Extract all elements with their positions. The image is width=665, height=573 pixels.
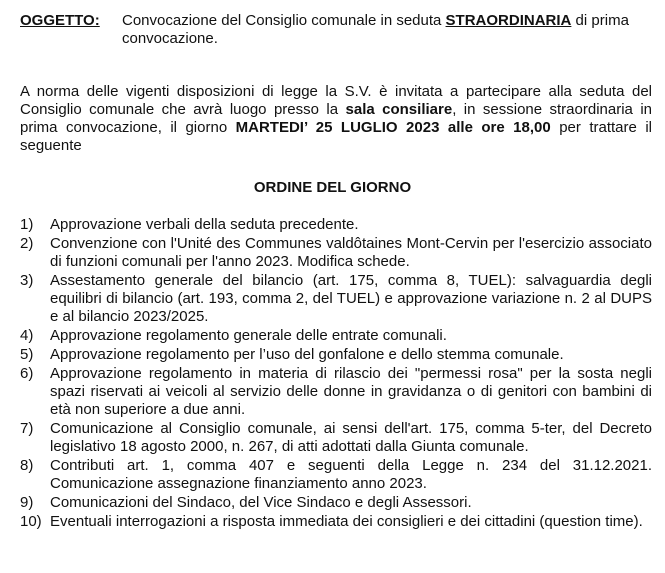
intro-place: sala consiliare: [345, 101, 453, 118]
subject-block: [20, 12, 660, 48]
agenda-item: [20, 235, 652, 271]
agenda-item: [20, 272, 652, 326]
agenda-list: [20, 216, 652, 532]
agenda-item-text: Eventuali interrogazioni a risposta immediata dei consiglieri e dei cittadini (question time).: [50, 513, 643, 530]
agenda-item-text: Assestamento generale del bilancio (art. 175, comma 8, TUEL): salvaguardia degli equilibri di bilancio (art. 193, comma 2, del TUEL) e approvazione variazione n. 2 al DUPS e al bilancio 2023/2025.: [50, 272, 652, 325]
agenda-title: ORDINE DEL GIORNO: [253, 179, 412, 196]
agenda-item-number: 4): [20, 327, 34, 344]
subject-text-before: Convocazione del Consiglio comunale in seduta: [122, 12, 446, 29]
agenda-item-number: 5): [20, 346, 34, 363]
agenda-item-number: 9): [20, 494, 34, 511]
agenda-item-text: Approvazione regolamento generale delle entrate comunali.: [50, 327, 447, 344]
agenda-item: [20, 457, 652, 493]
subject-text: [122, 12, 657, 48]
agenda-item: [20, 365, 652, 419]
subject-text-bold: STRAORDINARIA: [445, 12, 572, 29]
agenda-item-number: 3): [20, 272, 34, 289]
agenda-item-number: 7): [20, 420, 34, 437]
intro-part-2: , in sessione straordinaria in prima convocazione, il giorno: [20, 101, 652, 136]
agenda-item-text: Approvazione regolamento in materia di rilascio dei "permessi rosa" per la sosta negli spazi riservati ai veicoli al servizio delle donne in gravidanza o di genitori con bambini di età non superiore a due anni.: [50, 365, 652, 418]
subject-text-after: di prima convocazione.: [122, 12, 629, 47]
agenda-item-number: 10): [20, 513, 42, 530]
intro-date: MARTEDI’ 25 LUGLIO 2023 alle ore 18,00: [235, 119, 551, 136]
agenda-item-text: Approvazione verbali della seduta precedente.: [50, 216, 359, 233]
agenda-item: [20, 327, 652, 345]
agenda-item-number: 1): [20, 216, 34, 233]
agenda-item-text: Contributi art. 1, comma 407 e seguenti della Legge n. 234 del 31.12.2021. Comunicazione assegnazione finanziamento anno 2023.: [50, 457, 652, 492]
agenda-item-number: 6): [20, 365, 34, 382]
agenda-item-text: Approvazione regolamento per l’uso del gonfalone e dello stemma comunale.: [50, 346, 564, 363]
agenda-item-number: 2): [20, 235, 34, 252]
agenda-item: [20, 420, 652, 456]
intro-paragraph: [20, 83, 652, 155]
agenda-item-number: 8): [20, 457, 34, 474]
agenda-item-text: Comunicazioni del Sindaco, del Vice Sindaco e degli Assessori.: [50, 494, 472, 511]
agenda-item-text: Comunicazione al Consiglio comunale, ai sensi dell'art. 175, comma 5-ter, del Decreto legislativo 18 agosto 2000, n. 267, di atti adottati dalla Giunta comunale.: [50, 420, 652, 455]
subject-label: OGGETTO:: [20, 12, 100, 29]
agenda-item-text: Convenzione con l'Unité des Communes valdôtaines Mont-Cervin per l'esercizio associato di funzioni comunali per l'anno 2023. Modifica schede.: [50, 235, 652, 270]
agenda-item: [20, 346, 652, 364]
intro-part-3: per trattare il seguente: [20, 119, 652, 154]
intro-part-1: A norma delle vigenti disposizioni di legge la S.V. è invitata a partecipare alla seduta del Consiglio comunale che avrà luogo presso la: [20, 83, 652, 118]
agenda-item: [20, 494, 652, 512]
agenda-item: [20, 216, 652, 234]
agenda-item: [20, 513, 652, 531]
